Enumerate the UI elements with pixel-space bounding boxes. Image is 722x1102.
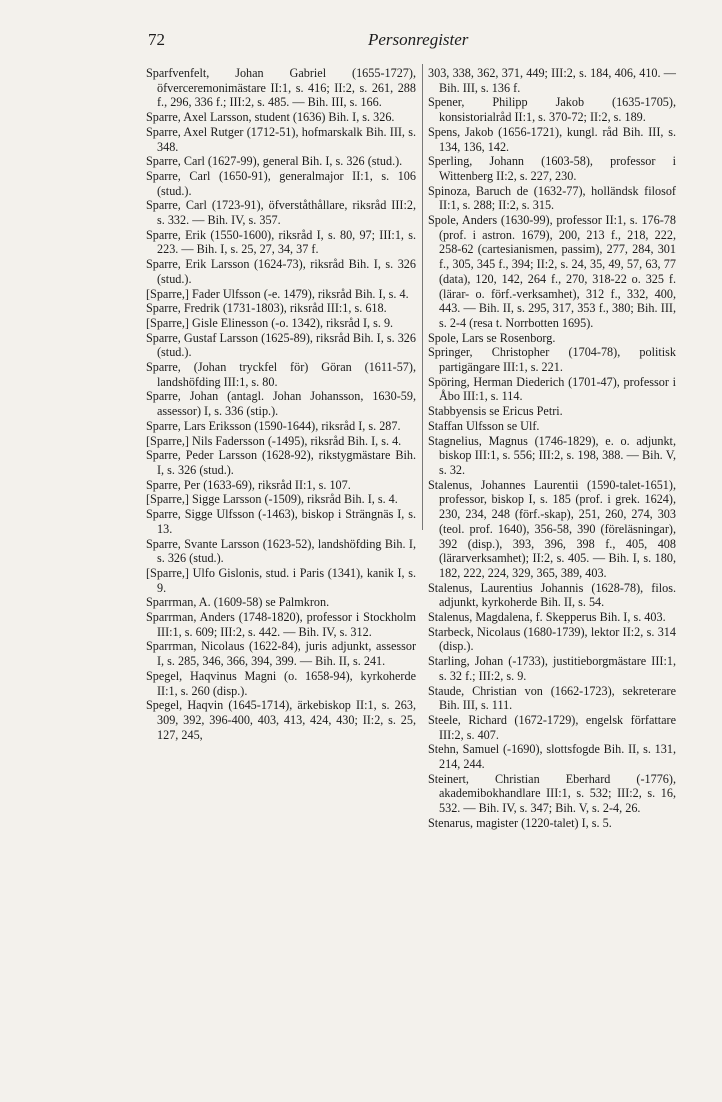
index-entry: Spegel, Haqvin (1645-1714), ärkebiskop II:1, s. 263, 309, 392, 396-400, 403, 413, 424, 430; II:2, s. 25, 127, 245,	[146, 698, 416, 742]
index-entry: Sparre, Sigge Ulfsson (-1463), biskop i Strängnäs I, s. 13.	[146, 507, 416, 536]
index-entry: Steele, Richard (1672-1729), engelsk författare III:2, s. 407.	[428, 712, 676, 742]
index-entry: Spöring, Herman Diederich (1701-47), professor i Åbo III:1, s. 114.	[428, 374, 676, 404]
index-entry: Spole, Anders (1630-99), professor II:1, s. 176-78 (prof. i astron. 1679), 200, 213 f., 218, 222, 258-62 (cartesianismen, passim), 277, 284, 301 f., 305, 345 f., 394; II:2, s. 24, 35, 49, 57, 63, 77 (data), 120, 142, 264 f., 270, 318-22 o. 325 f. (lärar- o. förf.-verksamhet), 312 f., 332, 400, 443. — Bih. II, s. 295, 317, 353 f., 380; Bih. III, s. 2-4 (resa t. Norrbotten 1695).	[428, 213, 676, 330]
index-entry: Starling, Johan (-1733), justitieborgmästare III:1, s. 32 f.; III:2, s. 9.	[428, 654, 676, 683]
index-entry: Staude, Christian von (1662-1723), sekreterare Bih. III, s. 111.	[428, 683, 676, 713]
index-entry: Sparre, Axel Rutger (1712-51), hofmarskalk Bih. III, s. 348.	[146, 124, 416, 154]
index-entry: Spole, Lars se Rosenborg.	[428, 330, 556, 345]
index-entry: Spegel, Haqvinus Magni (o. 1658-94), kyrkoherde II:1, s. 260 (disp.).	[146, 668, 416, 698]
index-entry: [Sparre,] Sigge Larsson (-1509), riksråd Bih. I, s. 4.	[146, 492, 398, 507]
index-entry: Sparfvenfelt, Johan Gabriel (1655-1727), öfverceremonimästare II:1, s. 416; II:2, s. 261, 288 f., 296, 336 f.; III:2, s. 485. — Bih. III, s. 166.	[146, 66, 416, 110]
index-entry: Stalenus, Johannes Laurentii (1590-talet-1651), professor, biskop I, s. 185 (prof. i grek. 1624), 230, 234, 248 (förf.-skap), 251, 260, 274, 303 (teol. prof. 1640), 356-58, 390 (föreläsningar), 392 (disp.), 393, 396, 398 f., 405, 408 (lärarverksamhet); II:2, s. 405. — Bih. I, s. 180, 182, 222, 224, 329, 365, 389, 403.	[428, 477, 676, 580]
index-entry: Stenarus, magister (1220-talet) I, s. 5.	[428, 815, 612, 830]
index-entry: Sparre, Axel Larsson, student (1636) Bih. I, s. 326.	[146, 110, 395, 125]
index-entry: Sparre, Lars Eriksson (1590-1644), riksråd I, s. 287.	[146, 418, 401, 433]
index-entry: Stabbyensis se Ericus Petri.	[428, 404, 563, 419]
index-entry: [Sparre,] Ulfo Gislonis, stud. i Paris (1341), kanik I, s. 9.	[146, 565, 416, 595]
index-entry: Steinert, Christian Eberhard (-1776), akademibokhandlare III:1, s. 532; III:2, s. 16, 532. — Bih. IV, s. 347; Bih. V, s. 2-4, 26.	[428, 771, 676, 816]
index-entry: [Sparre,] Fader Ulfsson (-e. 1479), riksråd Bih. I, s. 4.	[146, 286, 409, 301]
index-entry: Sparre, Gustaf Larsson (1625-89), riksråd Bih. I, s. 326 (stud.).	[146, 330, 416, 360]
index-entry: Spens, Jakob (1656-1721), kungl. råd Bih. III, s. 134, 136, 142.	[428, 124, 676, 154]
index-entry: Sparre, Johan (antagl. Johan Johansson, 1630-59, assessor) I, s. 336 (stip.).	[146, 389, 416, 419]
index-entry: Starbeck, Nicolaus (1680-1739), lektor II:2, s. 314 (disp.).	[428, 624, 676, 654]
index-entry: Sparre, Erik Larsson (1624-73), riksråd Bih. I, s. 326 (stud.).	[146, 257, 416, 286]
index-entry: Stalenus, Laurentius Johannis (1628-78), filos. adjunkt, kyrkoherde Bih. II, s. 54.	[428, 580, 676, 610]
index-entry: Sparre, Peder Larsson (1628-92), rikstygmästare Bih. I, s. 326 (stud.).	[146, 448, 416, 477]
index-entry: Stagnelius, Magnus (1746-1829), e. o. adjunkt, biskop III:1, s. 556; III:2, s. 198, 388. — Bih. V, s. 32.	[428, 433, 676, 477]
index-entry: Spinoza, Baruch de (1632-77), holländsk filosof II:1, s. 288; II:2, s. 315.	[428, 183, 676, 213]
index-entry: Staffan Ulfsson se Ulf.	[428, 418, 540, 433]
index-entry: Sparre, (Johan tryckfel för) Göran (1611-57), landshöfding III:1, s. 80.	[146, 360, 416, 389]
index-entry: Sperling, Johann (1603-58), professor i Wittenberg II:2, s. 227, 230.	[428, 154, 676, 183]
index-entry: Sparre, Erik (1550-1600), riksråd I, s. 80, 97; III:1, s. 223. — Bih. I, s. 25, 27, 34, 37 f.	[146, 227, 416, 257]
index-entry: Spener, Philipp Jakob (1635-1705), konsistorialråd II:1, s. 370-72; II:2, s. 189.	[428, 95, 676, 125]
index-entry: Springer, Christopher (1704-78), politisk partigängare III:1, s. 221.	[428, 345, 676, 375]
column-divider	[422, 64, 423, 530]
index-entry: Sparrman, Anders (1748-1820), professor i Stockholm III:1, s. 609; III:2, s. 442. — Bih. IV, s. 312.	[146, 610, 416, 639]
index-entry: 303, 338, 362, 371, 449; III:2, s. 184, 406, 410. — Bih. III, s. 136 f.	[428, 66, 676, 95]
index-entry: Stehn, Samuel (-1690), slottsfogde Bih. II, s. 131, 214, 244.	[428, 742, 676, 772]
right-column	[428, 66, 676, 831]
index-entry: [Sparre,] Gisle Elinesson (-o. 1342), riksråd I, s. 9.	[146, 315, 394, 330]
page-number: 72	[148, 30, 165, 49]
index-entry: Sparrman, Nicolaus (1622-84), juris adjunkt, assessor I, s. 285, 346, 366, 394, 399. — Bih. II, s. 241.	[146, 639, 416, 669]
index-entry: Sparre, Per (1633-69), riksråd II:1, s. 107.	[146, 477, 351, 492]
index-entry: Sparre, Fredrik (1731-1803), riksråd III:1, s. 618.	[146, 301, 387, 316]
index-entry: Sparrman, A. (1609-58) se Palmkron.	[146, 595, 330, 610]
index-entry: Stalenus, Magdalena, f. Skepperus Bih. I, s. 403.	[428, 610, 666, 625]
index-entry: Sparre, Svante Larsson (1623-52), landshöfding Bih. I, s. 326 (stud.).	[146, 536, 416, 566]
index-entry: Sparre, Carl (1627-99), general Bih. I, s. 326 (stud.).	[146, 154, 403, 169]
index-entry: Sparre, Carl (1723-91), öfverståthållare, riksråd III:2, s. 332. — Bih. IV, s. 357.	[146, 198, 416, 228]
index-entry: [Sparre,] Nils Fadersson (-1495), riksråd Bih. I, s. 4.	[146, 433, 402, 448]
left-column	[146, 66, 416, 742]
running-head: Personregister	[368, 30, 469, 49]
index-entry: Sparre, Carl (1650-91), generalmajor II:1, s. 106 (stud.).	[146, 168, 416, 198]
